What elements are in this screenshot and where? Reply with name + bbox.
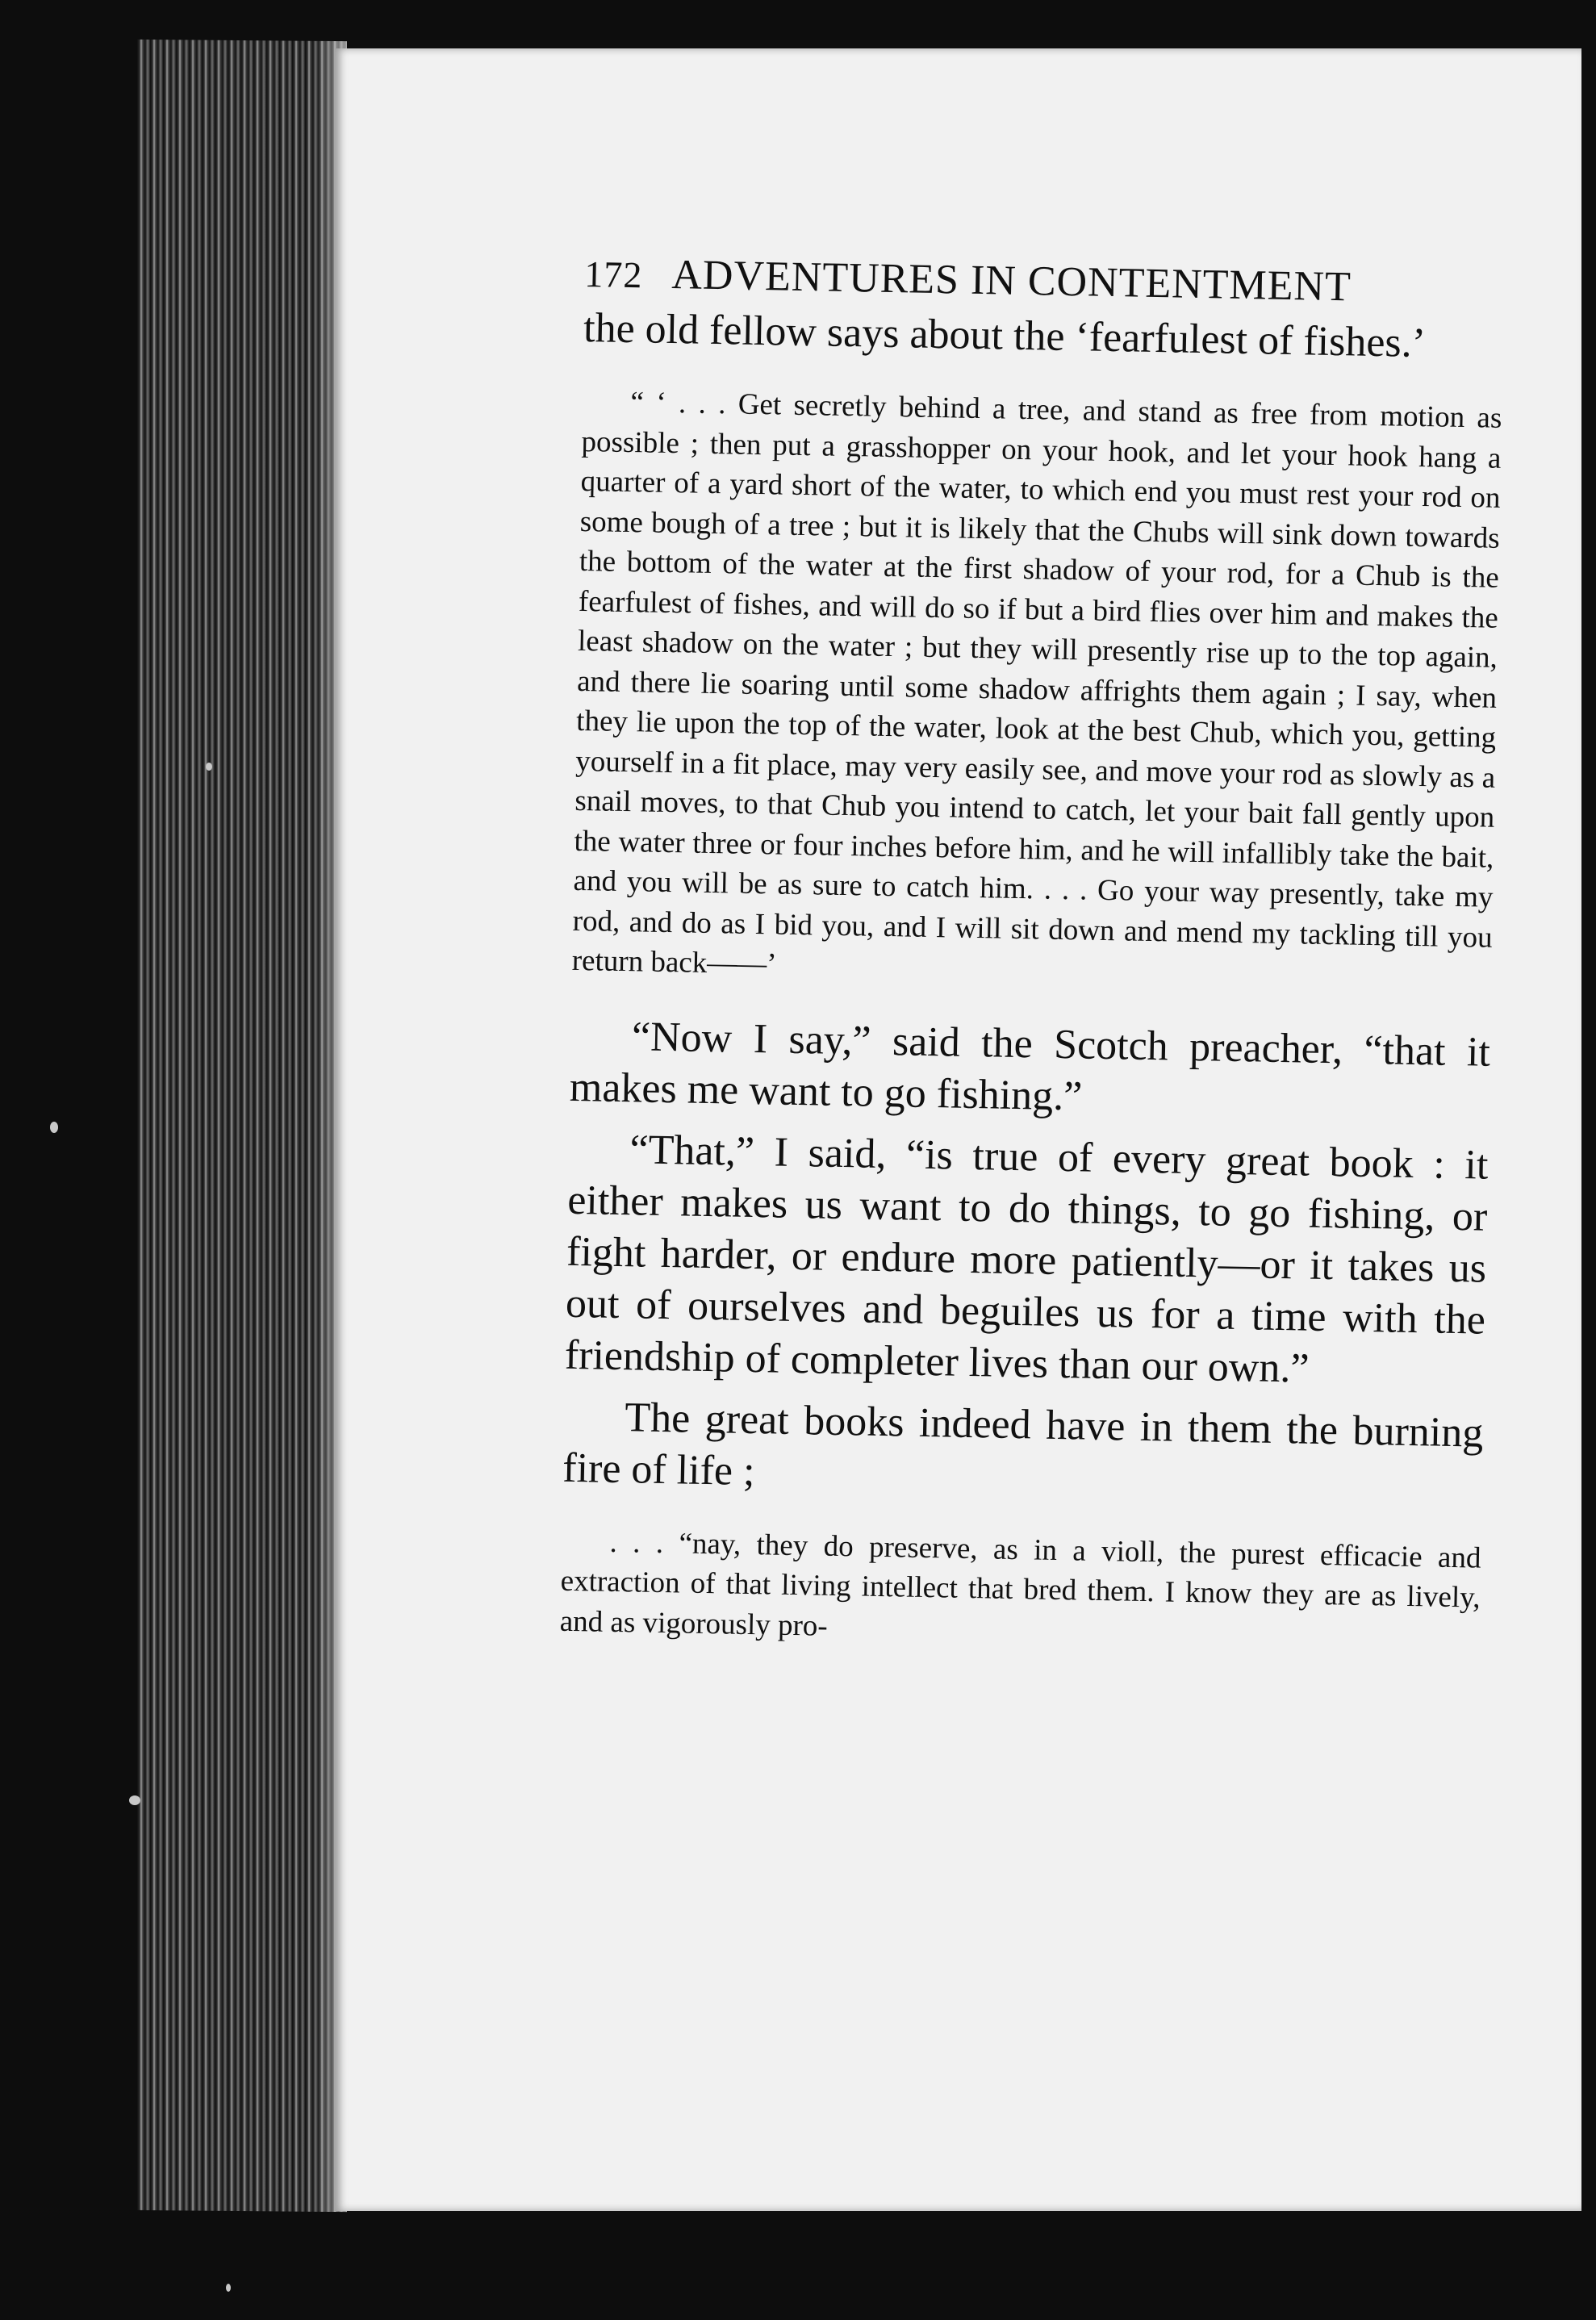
page-text	[559, 249, 1504, 1658]
dust-speck	[50, 1122, 58, 1133]
paragraph-great-book: “That,” I said, “is true of every great book : it either makes us want to do things, to go fishing, or fight harder, or endure more patiently—or it takes us out of ourselves and beguiles us for a time with the friendship of completer lives than our own.”	[564, 1126, 1489, 1392]
paragraph-burning-fire: The great books indeed have in them the burning fire of life ;	[562, 1394, 1484, 1494]
page-edges	[137, 40, 347, 2212]
running-title: ADVENTURES IN CONTENTMENT	[671, 251, 1352, 311]
paragraph-fearfulest-of-fishes: the old fellow says about the ‘fearfulest of fishes.’	[583, 304, 1427, 367]
dust-speck	[226, 2284, 231, 2292]
paragraph-scotch-preacher: “Now I say,” said the Scotch preacher, “that it makes me want to go fishing.”	[569, 1013, 1491, 1119]
book-page	[335, 48, 1581, 2211]
quotation-chub-fishing: “ ‘ . . . Get secretly behind a tree, and stand as free from motion as possible ; then put a grasshopper on your hook, and let your hook hang a quarter of a yard short of the water, to which end you must rest your rod on some bough of a tree ; but it is likely that the Chubs will sink down towards the bottom of the water at the first shadow of your rod, for a Chub is the fearfulest of fishes, and will do so if but a bird flies over him and makes the least shadow on the water ; but they will presently rise up to the top again, and there lie soaring until some shadow affrights them again ; I say, when they lie upon the top of the water, look at the best Chub, which you, getting yourself in a fit place, may very easily see, and move your rod as slowly as a snail moves, to that Chub you intend to catch, let your bait fall gently upon the water three or four inches before him, and he will infallibly take the bait, and you will be as sure to catch him. . . . Go your way presently, take my rod, and do as I bid you, and I will sit down and mend my tackling till you return back——’	[571, 386, 1502, 981]
dust-speck	[206, 763, 212, 771]
dust-speck	[129, 1795, 140, 1805]
quotation-violl: . . . “nay, they do preserve, as in a violl, the purest efficacie and extraction of that living intellect that bred them. I know they are as lively, and as vigorously pro-	[559, 1525, 1481, 1643]
page-number: 172	[583, 253, 643, 296]
